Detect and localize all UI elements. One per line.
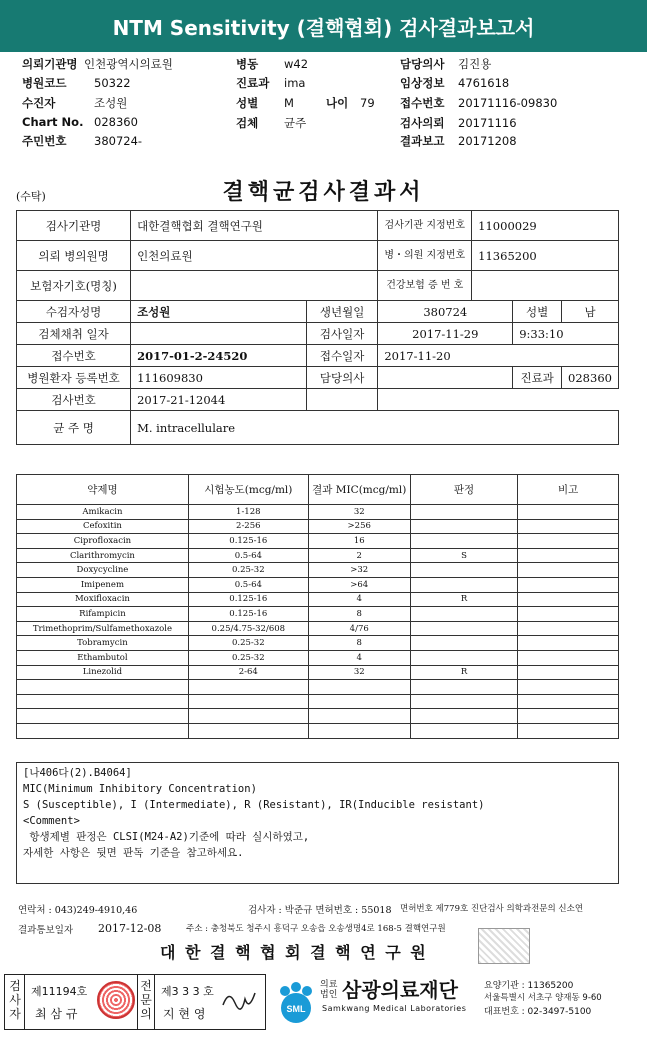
stamp-seal (478, 928, 530, 964)
cell-mic: 4 (308, 650, 410, 665)
cell-note (518, 636, 619, 651)
cell-name: Doxycycline (17, 563, 189, 578)
meta-ward: 병동 w42 (236, 57, 309, 71)
meta-patient: 수진자 조성원 (22, 96, 128, 110)
note-line: 항생제별 판정은 CLSI(M24-A2)기준에 따라 실시하였고, (23, 831, 310, 843)
cell-name: Ethambutol (17, 650, 189, 665)
col-mic: 결과 MIC(mcg/ml) (308, 475, 410, 505)
report-title-bar (0, 0, 647, 52)
cell-mic: 4 (308, 592, 410, 607)
cell-name (17, 680, 189, 695)
cell-judge (410, 519, 518, 534)
cell-name: Trimethoprim/Sulfamethoxazole (17, 621, 189, 636)
meta-inst: 의뢰기관명 인천광역시의료원 (22, 57, 173, 71)
meta-report: 결과보고 20171208 (400, 134, 517, 148)
meta-request: 검사의뢰 20171116 (400, 116, 517, 130)
cell-note (518, 621, 619, 636)
cell-name: Moxifloxacin (17, 592, 189, 607)
consignment-tag: (수탁) (16, 190, 46, 203)
table-row (17, 592, 619, 607)
patient-info-table: 검사기관명 대한결핵협회 결핵연구원 검사기관 지정번호 11000029 의뢰 병의원명 인천의료원 병・의원 지정번호 11365200 보험자기호(명칭) 건강보험 증 번 호 수검자성명 조성원 생년월일 380724 성별 남 검체채취 일자 검사일자 2017-11-29 9:33:10 접수번호 2017-01-2-24520 접수일자 2017-11-20 병원환자 등록번호 111609830 담당의사 진료과 028360 검사번호 2017-21-12044 균 주 명 M. intracellulare (16, 210, 619, 445)
col-range: 시험농도(mcg/ml) (188, 475, 308, 505)
cell-judge (410, 534, 518, 549)
cell-range: 0.25-32 (188, 650, 308, 665)
footer-org: 대 한 결 핵 협 회 결 핵 연 구 원 (160, 943, 428, 962)
tester-label: 검사자 (9, 979, 21, 1021)
cell-range (188, 694, 308, 709)
cell-note (518, 577, 619, 592)
table-row (17, 607, 619, 622)
cell-judge (410, 607, 518, 622)
cell-judge (410, 636, 518, 651)
footer-specialist: 면허번호 제779호 진단검사 의학과전문의 신소연 (400, 904, 584, 914)
table-row (17, 650, 619, 665)
table-row (17, 694, 619, 709)
cell-range: 0.125-16 (188, 534, 308, 549)
cell-note (518, 563, 619, 578)
cell-judge (410, 723, 518, 738)
drug-susceptibility-table (16, 474, 619, 739)
note-line: S (Susceptible), I (Intermediate), R (Resistant), IR(Inducible resistant) (23, 799, 485, 811)
cell-range: 2-64 (188, 665, 308, 680)
cell-range: 0.25-32 (188, 563, 308, 578)
cell-name (17, 709, 189, 724)
cell-note (518, 534, 619, 549)
meta-specimen: 검체 균주 (236, 116, 307, 130)
cell-name: Amikacin (17, 505, 189, 520)
cell-judge: R (410, 592, 518, 607)
table-row (17, 723, 619, 738)
table-row (17, 505, 619, 520)
cell-name: Ciprofloxacin (17, 534, 189, 549)
corp-code: 요양기관 : 11365200 (484, 981, 574, 991)
table-row (17, 563, 619, 578)
cell-name: Imipenem (17, 577, 189, 592)
meta-chart: Chart No. 028360 (22, 115, 138, 129)
specialist-label: 전문의 (140, 979, 152, 1021)
cell-note (518, 548, 619, 563)
tester-name: 최 삼 규 (35, 1007, 78, 1021)
cell-note (518, 607, 619, 622)
cell-range: 2-256 (188, 519, 308, 534)
meta-hosp-code: 병원코드 50322 (22, 76, 131, 90)
cell-mic: 32 (308, 665, 410, 680)
table-row (17, 680, 619, 695)
tester-no: 제11194호 (31, 985, 88, 998)
cell-name: Linezolid (17, 665, 189, 680)
note-line: 자세한 사항은 뒷면 판독 기준을 참고하세요. (23, 847, 244, 859)
cell-name: Clarithromycin (17, 548, 189, 563)
table-row (17, 621, 619, 636)
corp-name: 삼광의료재단 (342, 978, 458, 1002)
notes-box (16, 762, 619, 884)
cell-name: Cefoxitin (17, 519, 189, 534)
cell-mic: >256 (308, 519, 410, 534)
meta-receipt: 접수번호 20171116-09830 (400, 96, 558, 110)
cell-note (518, 592, 619, 607)
footer-address: 주소 : 충청북도 청주시 흥덕구 오송읍 오송생명4로 168-5 결핵연구원 (186, 924, 446, 934)
note-line: [나406다(2).B4064] (23, 767, 132, 779)
cell-range: 0.5-64 (188, 577, 308, 592)
cell-judge (410, 680, 518, 695)
signature-box (4, 974, 266, 1030)
cell-name (17, 723, 189, 738)
col-judge: 판정 (410, 475, 518, 505)
cell-judge (410, 621, 518, 636)
cell-mic: 8 (308, 636, 410, 651)
col-drug: 약제명 (17, 475, 189, 505)
cell-note (518, 650, 619, 665)
cell-judge: R (410, 665, 518, 680)
corp-tel: 대표번호 : 02-3497-5100 (484, 1007, 592, 1017)
cell-judge (410, 505, 518, 520)
cell-mic: 4/76 (308, 621, 410, 636)
cell-mic: 16 (308, 534, 410, 549)
cell-mic (308, 694, 410, 709)
cell-range (188, 709, 308, 724)
cell-name: Tobramycin (17, 636, 189, 651)
table-row (17, 548, 619, 563)
cell-range: 0.25-32 (188, 636, 308, 651)
footer-contact: 연락처 : 043)249-4910,46 (18, 905, 138, 916)
meta-doctor: 담당의사 김진용 (400, 57, 492, 71)
cell-judge (410, 694, 518, 709)
cell-mic: 32 (308, 505, 410, 520)
cell-range: 1-128 (188, 505, 308, 520)
meta-clinical: 임상정보 4761618 (400, 76, 510, 90)
cell-range: 0.125-16 (188, 592, 308, 607)
table-row (17, 636, 619, 651)
table-row (17, 577, 619, 592)
specialist-name: 지 현 영 (163, 1007, 206, 1021)
scanned-result-document (0, 158, 647, 968)
cell-range (188, 723, 308, 738)
cell-judge (410, 650, 518, 665)
cell-mic (308, 709, 410, 724)
corp-label: 의료 법인 (320, 980, 338, 1000)
col-note: 비고 (518, 475, 619, 505)
cell-note (518, 709, 619, 724)
signature-icon (219, 985, 259, 1017)
footer-report-date: 2017-12-08 (98, 922, 162, 935)
cell-mic: >32 (308, 563, 410, 578)
cell-mic (308, 680, 410, 695)
footer-tester: 검사자 : 박준규 면허번호 : 55018 (248, 905, 392, 916)
cell-judge: S (410, 548, 518, 563)
cell-range (188, 680, 308, 695)
meta-rrn: 주민번호 380724- (22, 134, 143, 148)
sml-logo-icon (272, 978, 320, 1026)
cell-mic: >64 (308, 577, 410, 592)
footer-report-label: 결과통보일자 (18, 925, 74, 936)
cell-range: 0.5-64 (188, 548, 308, 563)
tester-seal-icon (97, 981, 135, 1019)
corp-name-en: Samkwang Medical Laboratories (322, 1004, 467, 1013)
cell-range: 0.125-16 (188, 607, 308, 622)
cell-note (518, 505, 619, 520)
specialist-no: 제3 3 3 호 (161, 985, 214, 998)
cell-name: Rifampicin (17, 607, 189, 622)
cell-mic: 2 (308, 548, 410, 563)
meta-age: 나이 79 (326, 96, 375, 110)
cell-judge (410, 709, 518, 724)
cell-note (518, 519, 619, 534)
svg-text:SML: SML (286, 1004, 306, 1014)
cell-name (17, 694, 189, 709)
report-title: NTM Sensitivity (결핵협회) 검사결과보고서 (112, 15, 535, 40)
corp-address: 서울특별시 서초구 양재동 9-60 (484, 993, 602, 1003)
cell-note (518, 723, 619, 738)
cell-mic: 8 (308, 607, 410, 622)
meta-dept: 진료과 ima (236, 76, 306, 90)
meta-sex: 성별 M (236, 96, 294, 110)
note-line: MIC(Minimum Inhibitory Concentration) (23, 783, 257, 795)
cell-note (518, 694, 619, 709)
cell-judge (410, 563, 518, 578)
signature-strip (0, 968, 647, 1037)
cell-range: 0.25/4.75-32/608 (188, 621, 308, 636)
table-row (17, 709, 619, 724)
table-row (17, 519, 619, 534)
table-row (17, 534, 619, 549)
cell-note (518, 665, 619, 680)
cell-note (518, 680, 619, 695)
table-row (17, 665, 619, 680)
cell-judge (410, 577, 518, 592)
note-line: <Comment> (23, 815, 80, 827)
document-title: 결핵균검사결과서 (222, 179, 425, 205)
cell-mic (308, 723, 410, 738)
